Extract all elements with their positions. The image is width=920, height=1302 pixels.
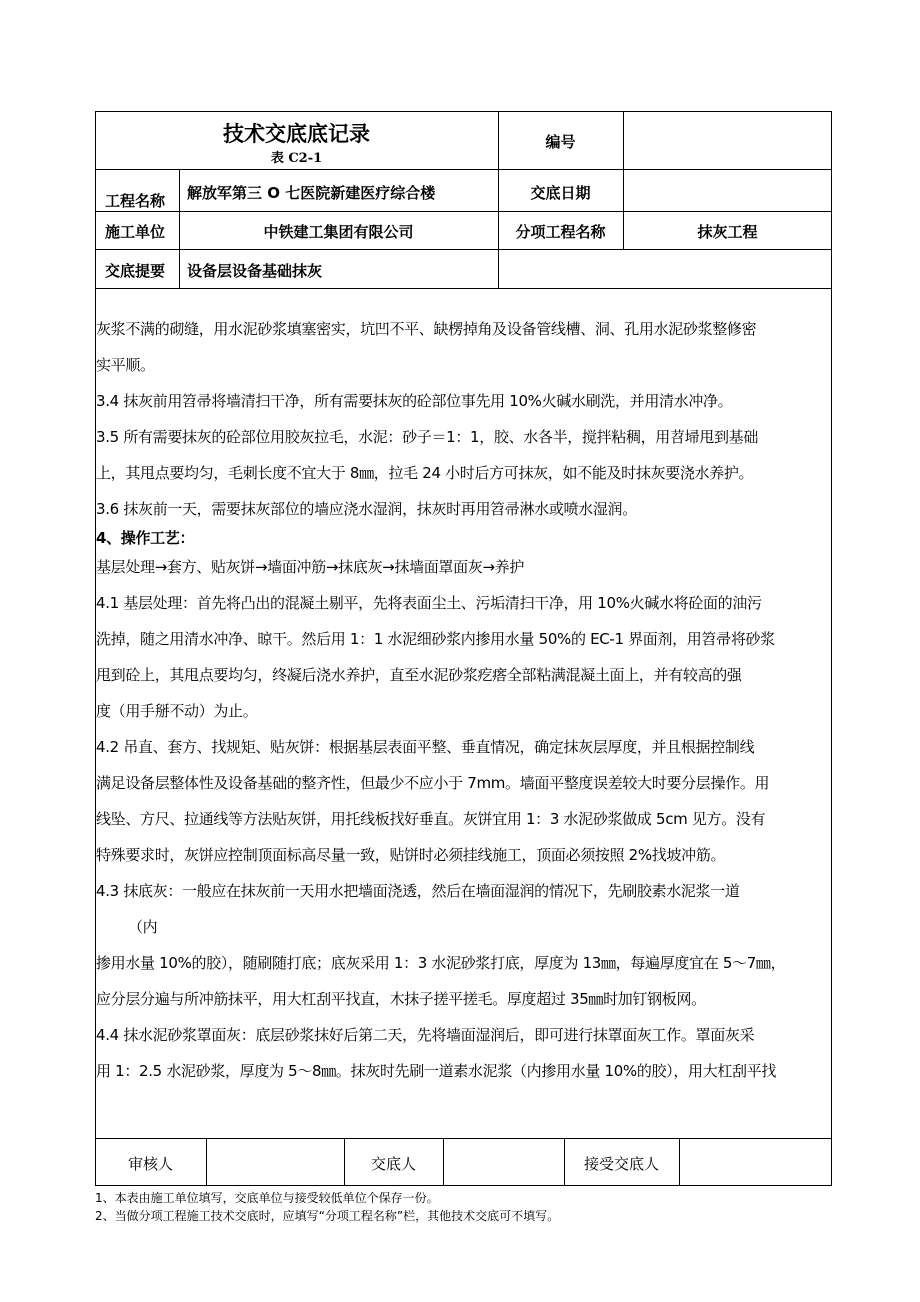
content-line: 3.5 所有需要抹灰的砼部位用胶灰拉毛，水泥：砂子＝1：1，胶、水各半，搅拌粘稠，用苕埽甩到基础: [96, 428, 759, 446]
row-divider: [95, 249, 832, 250]
content-line: 特殊要求时，灰饼应控制顶面标高尽量一致，贴饼时必须挂线施工，顶面必须按照 2%找坡冲筋。: [96, 846, 726, 864]
sub-project-label: 分项工程名称: [515, 223, 606, 241]
content-line: 4.3 抹底灰：一般应在抹灰前一天用水把墙面浇透，然后在墙面湿润的情况下，先刷胶素水泥浆一道: [96, 882, 740, 900]
content-line: 实平顺。: [96, 356, 155, 374]
reviewer-label: 审核人: [127, 1155, 173, 1173]
form-title: 技术交底底记录: [223, 122, 370, 146]
summary-value: 设备层设备基础抹灰: [187, 262, 323, 280]
date-label: 交底日期: [530, 184, 591, 202]
sub-project-value: 抹灰工程: [697, 223, 758, 241]
content-line: 基层处理→套方、贴灰饼→墙面冲筋→抹底灰→抹墙面罩面灰→养护: [96, 558, 525, 576]
content-line: 4.4 抹水泥砂浆罩面灰：底层砂浆抹好后第二天，先将墙面湿润后，即可进行抹罩面灰工作。罩面灰采: [96, 1026, 755, 1044]
content-line: 3.6 抹灰前一天，需要抹灰部位的墙应浇水湿润，抹灰时再用笤帚淋水或喷水湿润。: [96, 500, 637, 518]
number-label: 编号: [545, 133, 576, 151]
content-line: 应分层分遍与所冲筋抹平，用大杠刮平找直，木抹子搓平搓毛。厚度超过 35㎜时加钉钢板网。: [96, 990, 706, 1008]
row-divider: [95, 211, 832, 212]
content-line: （内: [128, 918, 158, 936]
content-line: 洗掉，随之用清水冲净、晾干。然后用 1：1 水泥细砂浆内掺用水量 50%的 EC-1 界面剂，用笤帚将砂浆: [96, 630, 775, 648]
col-divider: [206, 1138, 207, 1186]
project-name-label: 工程名称: [105, 192, 166, 210]
content-line: 掺用水量 10%的胶），随刷随打底；底灰采用 1：3 水泥砂浆打底，厚度为 13㎜，每遍厚度宜在 5～7㎜，: [96, 954, 786, 972]
content-line: 用 1：2.5 水泥砂浆，厚度为 5～8㎜。抹灰时先刷一道素水泥浆（内掺用水量 10%的胶），用大杠刮平找: [96, 1062, 777, 1080]
content-line: 4、操作工艺：: [96, 529, 195, 547]
content-line: 甩到砼上，其甩点要均匀，终凝后浇水养护，直至水泥砂浆疙瘩全部粘满混凝土面上，并有较高的强: [96, 666, 742, 684]
discloser-label: 交底人: [370, 1155, 416, 1173]
construction-unit-value: 中铁建工集团有限公司: [263, 223, 414, 241]
form-code: 表 C2-1: [270, 151, 323, 166]
project-name-value: 解放军第三 O 七医院新建医疗综合楼: [187, 184, 436, 202]
content-line: 灰浆不满的砌缝，用水泥砂浆填塞密实，坑凹不平、缺楞掉角及设备管线槽、洞、孔用水泥砂浆整修密: [96, 320, 757, 338]
content-line: 上，其甩点要均匀，毛刺长度不宜大于 8㎜，拉毛 24 小时后方可抹灰，如不能及时抹灰要浇水养护。: [96, 464, 754, 482]
summary-label: 交底提要: [105, 262, 166, 280]
disclosure-content: [96, 311, 832, 1089]
row-divider: [95, 169, 832, 170]
note-1: 1、本表由施工单位填写，交底单位与接受较低单位个保存一份。: [95, 1191, 439, 1205]
col-divider: [679, 1138, 680, 1186]
col-divider: [443, 1138, 444, 1186]
content-line: 满足设备层整体性及设备基础的整齐性，但最少不应小于 7mm。墙面平整度误差较大时要分层操作。用: [96, 774, 770, 792]
receiver-label: 接受交底人: [583, 1155, 659, 1173]
note-2: 2、当做分项工程施工技术交底时，应填写“分项工程名称”栏，其他技术交底可不填写。: [95, 1209, 560, 1223]
content-line: 度（用手掰不动）为止。: [96, 702, 258, 720]
content-line: 4.1 基层处理：首先将凸出的混凝土剔平，先将表面尘土、污垢清扫干净，用 10%火碱水将砼面的油污: [96, 594, 762, 612]
construction-unit-label: 施工单位: [105, 223, 166, 241]
content-line: 3.4 抹灰前用笤帚将墙清扫干净，所有需要抹灰的砼部位事先用 10%火碱水刷洗，并用清水冲净。: [96, 392, 733, 410]
content-line: 线坠、方尺、拉通线等方法贴灰饼，用托线板找好垂直。灰饼宜用 1：3 水泥砂浆做成 5cm 见方。没有: [96, 810, 766, 828]
content-line: 4.2 吊直、套方、找规矩、贴灰饼：根据基层表面平整、垂直情况，确定抹灰层厚度，并且根据控制线: [96, 738, 755, 756]
form-notes: [95, 1189, 559, 1225]
row-divider: [95, 288, 832, 289]
